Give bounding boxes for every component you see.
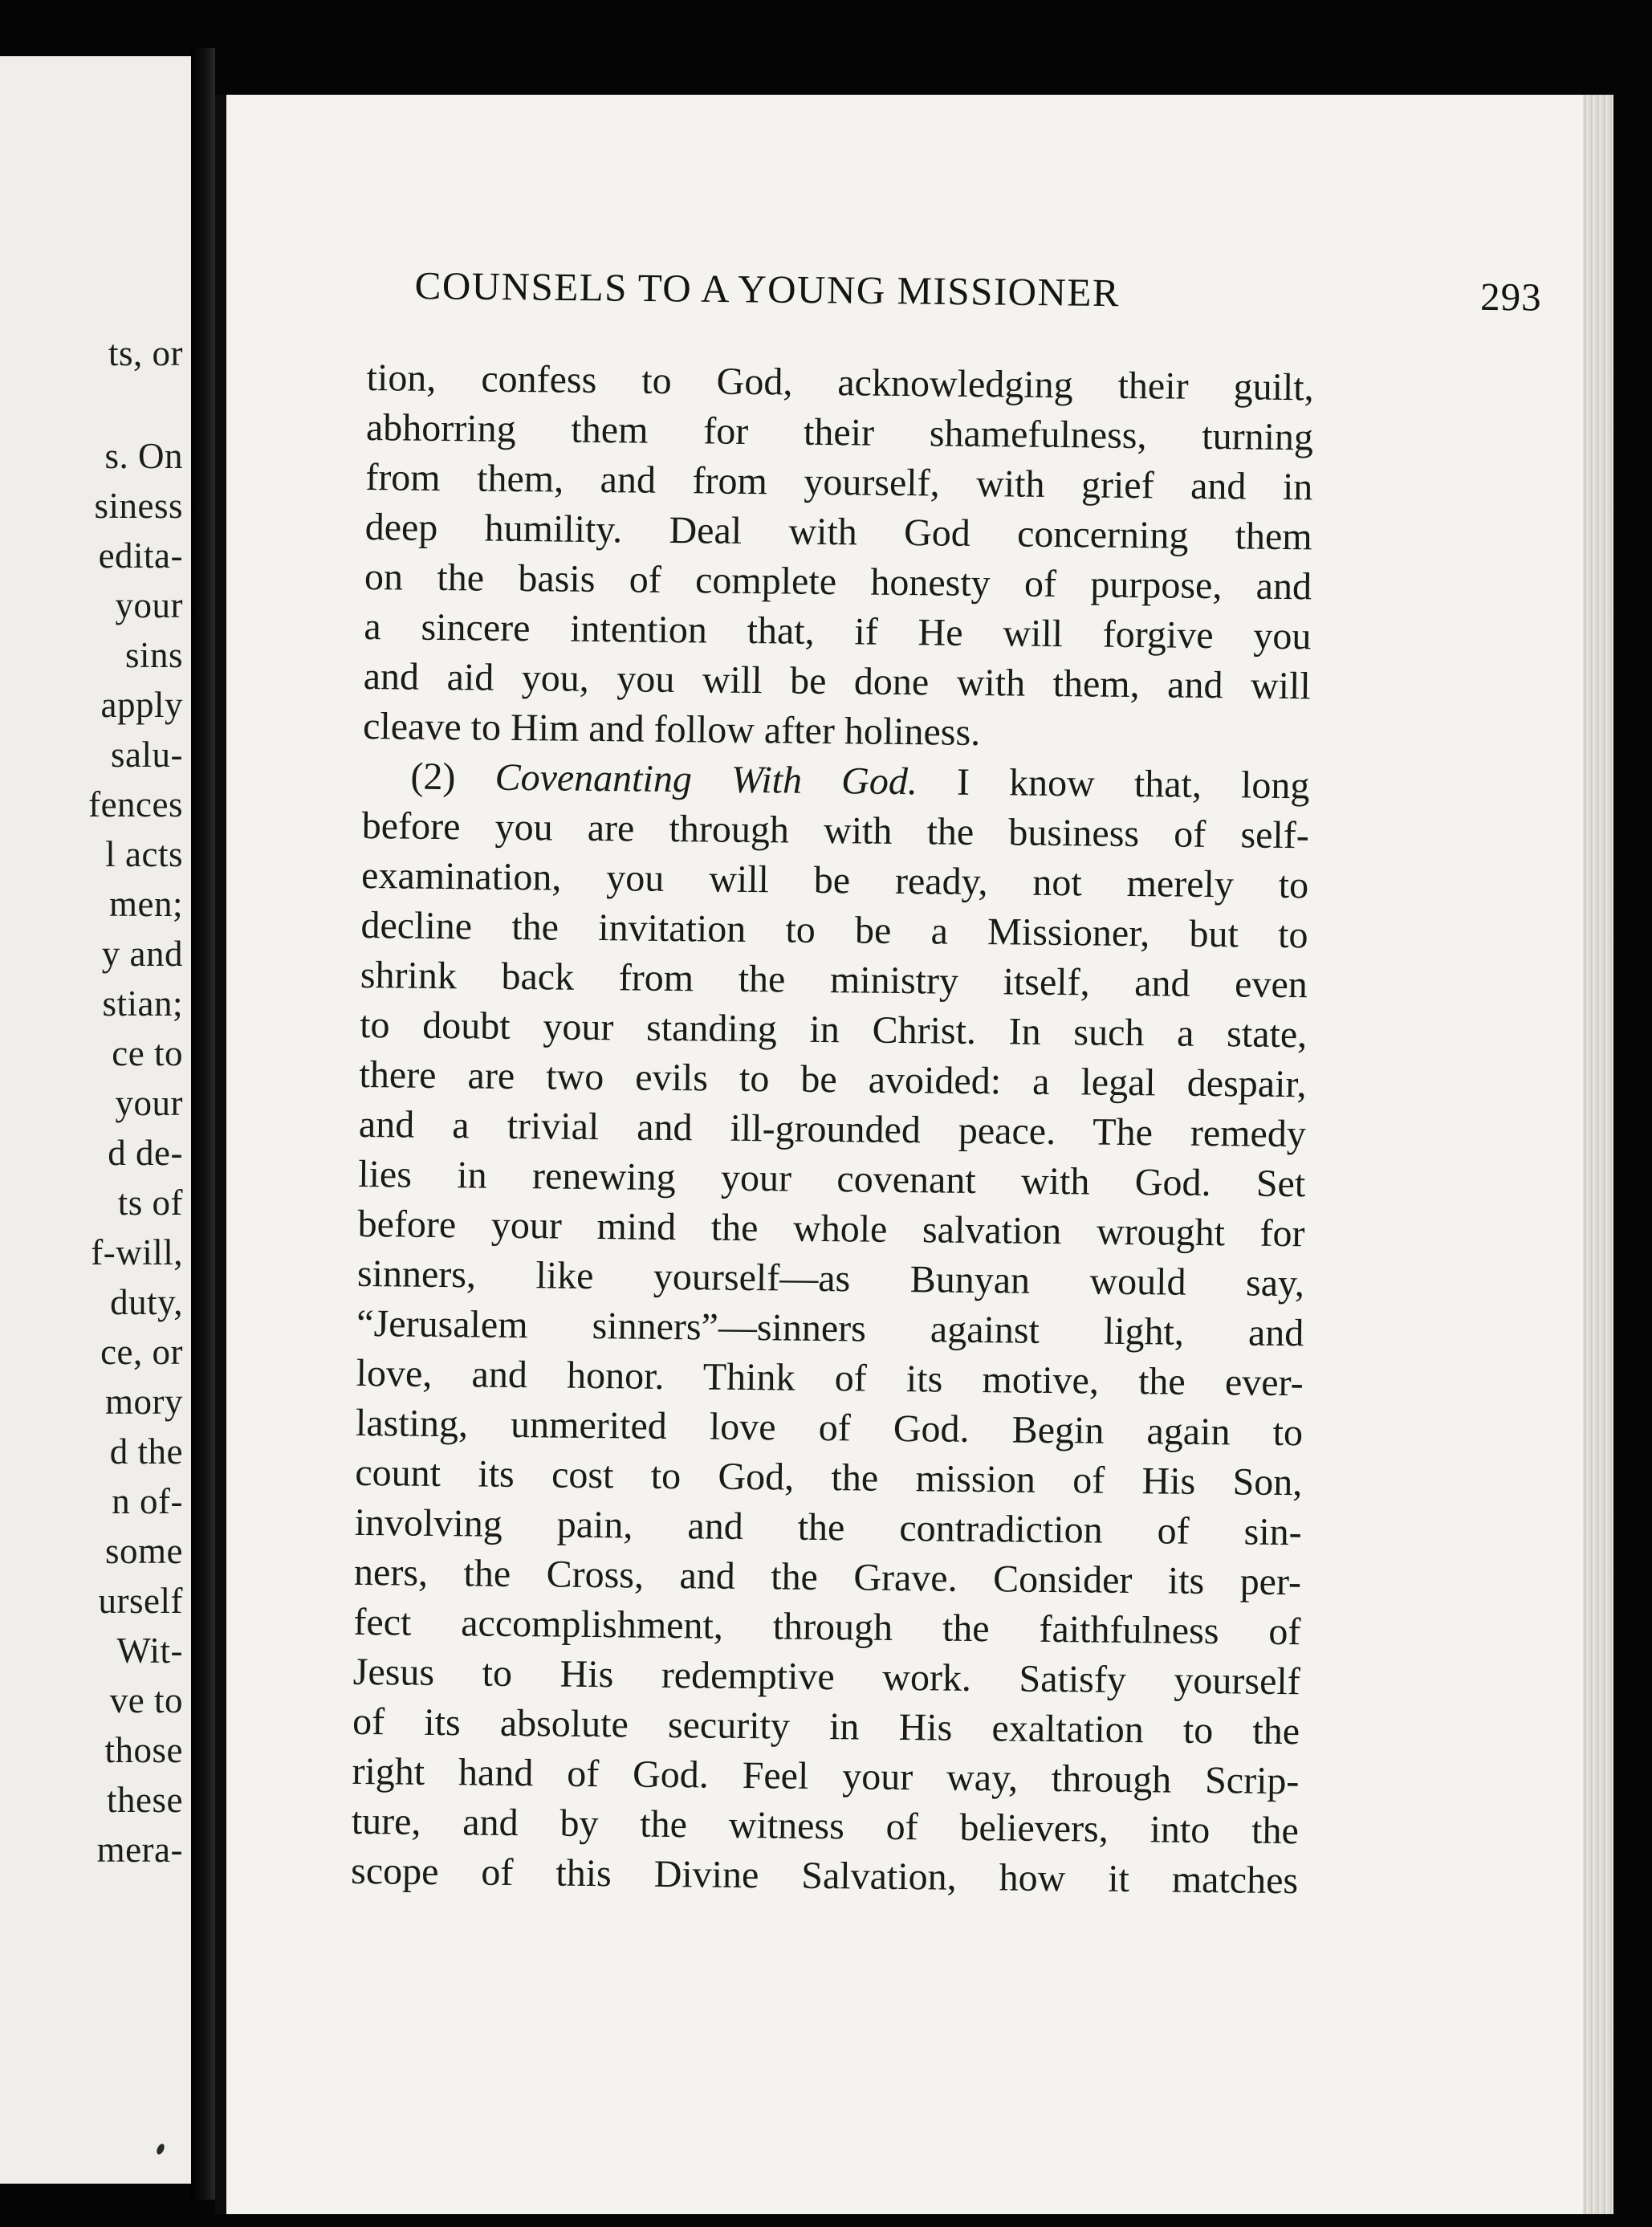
ink-speck <box>155 2143 165 2156</box>
text-line: scope of this Divine Salvation, how it matches <box>350 1849 1299 1903</box>
left-page-line: n of- <box>112 1481 183 1521</box>
text-line: lasting, unmerited love of God. Begin again to <box>355 1401 1304 1455</box>
section-heading: Covenanting With God. <box>494 755 918 804</box>
text-line: before you are through with the business of self- <box>361 804 1310 857</box>
text-line: cleave to Him and follow after holiness. <box>362 704 981 755</box>
text-line: abhorring them for their shamefulness, turning <box>365 405 1314 459</box>
left-page-line: stian; <box>102 983 183 1024</box>
text-line: to doubt your standing in Christ. In such a state, <box>359 1003 1308 1057</box>
text-line: lies in renewing your covenant with God. Set <box>358 1152 1306 1206</box>
text-line: and a trivial and ill-grounded peace. The remedy <box>358 1102 1307 1156</box>
left-page-line: ce to <box>112 1033 183 1073</box>
text-line: decline the invitation to be a Missioner, but to <box>360 903 1308 957</box>
left-page-line: urself <box>98 1581 183 1621</box>
page-number: 293 <box>1479 274 1542 320</box>
text-line: ture, and by the witness of believers, into the <box>351 1799 1300 1853</box>
left-page-line: ve to <box>109 1680 183 1720</box>
text-line: and aid you, you will be done with them, and will <box>363 654 1311 708</box>
body-text <box>351 353 1314 1906</box>
left-page-line: those <box>104 1730 183 1770</box>
left-page-line: l acts <box>105 834 183 874</box>
left-page-line: sins <box>124 635 183 675</box>
left-page-line: f-will, <box>91 1232 183 1272</box>
text-line: there are two evils to be avoided: a legal despair, <box>359 1052 1307 1106</box>
left-page-line: fences <box>88 784 183 824</box>
section-number: (2) <box>410 755 456 799</box>
text-line: fect accomplishment, through the faithfulness of <box>353 1600 1301 1654</box>
left-page-line: y and <box>101 934 183 974</box>
left-page-line: ts, or <box>108 333 183 373</box>
left-page-line: these <box>107 1780 183 1820</box>
text-line: tion, confess to God, acknowledging their guilt, <box>366 356 1314 409</box>
text-line: on the basis of complete honesty of purpose, and <box>364 555 1312 609</box>
book-gutter <box>191 48 215 2200</box>
text-line: from them, and from yourself, with grief and in <box>365 455 1313 509</box>
text-line: a sincere intention that, if He will forgive you <box>364 605 1312 658</box>
running-head <box>414 262 1555 322</box>
text-line: ners, the Cross, and the Grave. Consider its per- <box>353 1550 1302 1604</box>
left-page-line: duty, <box>110 1282 183 1322</box>
left-page-line: d the <box>109 1431 183 1472</box>
text-line: before your mind the whole salvation wrought for <box>357 1202 1305 1256</box>
text-line: involving pain, and the contradiction of sin- <box>354 1500 1302 1554</box>
left-page-line: mera- <box>96 1830 183 1870</box>
text-line: shrink back from the ministry itself, and even <box>360 953 1308 1007</box>
left-page-line: apply <box>100 685 183 725</box>
text-line: count its cost to God, the mission of His Son, <box>355 1451 1303 1504</box>
text-line: “Jerusalem sinners”—sinners against light, and <box>356 1301 1304 1355</box>
left-page-line: ce, or <box>100 1332 183 1372</box>
text-line: examination, you will be ready, not merely to <box>360 853 1309 907</box>
text-line: love, and honor. Think of its motive, the ever- <box>356 1351 1304 1405</box>
text-line-rest: I know that, long <box>956 760 1310 808</box>
text-line: Jesus to His redemptive work. Satisfy yourself <box>352 1650 1301 1704</box>
left-page-line: s. On <box>104 436 183 476</box>
left-page-line: d de- <box>108 1133 183 1173</box>
text-line: right hand of God. Feel your way, through Scrip- <box>352 1749 1300 1803</box>
left-page <box>0 56 194 2184</box>
left-page-line: men; <box>109 884 183 924</box>
running-head-title: COUNSELS TO A YOUNG MISSIONER <box>414 263 1121 316</box>
text-line: deep humility. Deal with God concerning them <box>364 505 1312 559</box>
left-page-line: ts of <box>117 1183 183 1223</box>
left-page-line: siness <box>94 486 183 526</box>
left-page-line: edita- <box>98 535 183 576</box>
left-page-line: mory <box>105 1382 183 1422</box>
right-page <box>215 95 1613 2214</box>
left-page-line: Wit- <box>116 1631 183 1671</box>
text-line: of its absolute security in His exaltation to the <box>352 1700 1300 1753</box>
left-page-line: salu- <box>111 735 183 775</box>
left-page-line: your <box>115 585 183 625</box>
text-line: sinners, like yourself—as Bunyan would say, <box>356 1252 1305 1305</box>
left-page-line: some <box>105 1531 183 1571</box>
page-edge <box>1583 95 1613 2214</box>
left-page-line: your <box>115 1083 183 1123</box>
